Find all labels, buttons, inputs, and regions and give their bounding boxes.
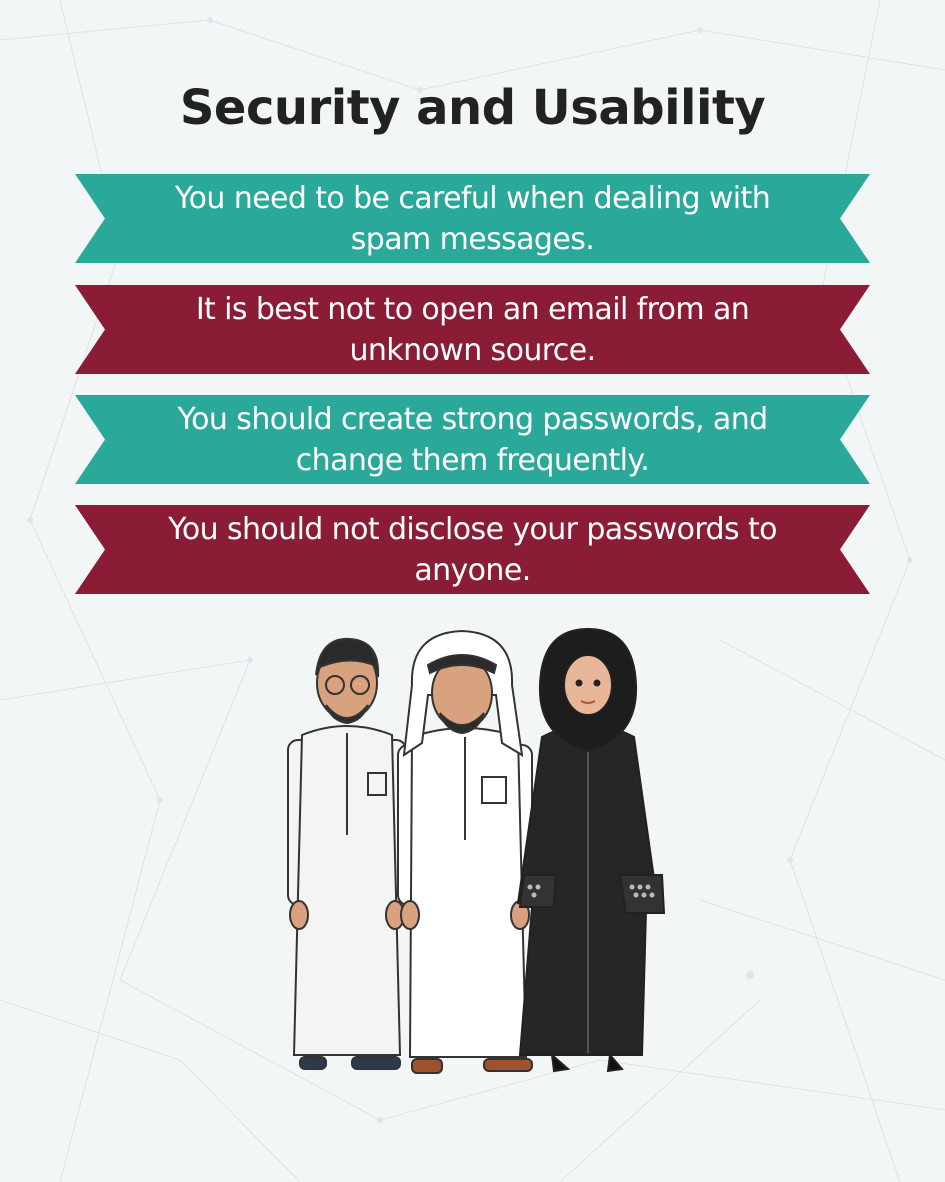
man-with-ghutra — [398, 631, 532, 1073]
tip-text: You should create strong passwords, and change them frequently. — [177, 401, 768, 478]
tip-ribbon-1 — [75, 174, 870, 263]
tip-ribbon-2 — [75, 285, 870, 374]
man-with-glasses — [288, 639, 406, 1069]
tip-ribbon-3 — [75, 395, 870, 484]
tip-ribbon-4 — [75, 505, 870, 594]
page-title: Security and Usability — [179, 80, 766, 136]
tip-text: You should not disclose your passwords to anyone. — [168, 511, 777, 588]
tip-text: You need to be careful when dealing with spam messages. — [174, 180, 771, 257]
tip-text: It is best not to open an email from an unknown source. — [195, 291, 750, 368]
woman-in-abaya — [518, 629, 664, 1071]
three-people-illustration — [270, 625, 680, 1095]
